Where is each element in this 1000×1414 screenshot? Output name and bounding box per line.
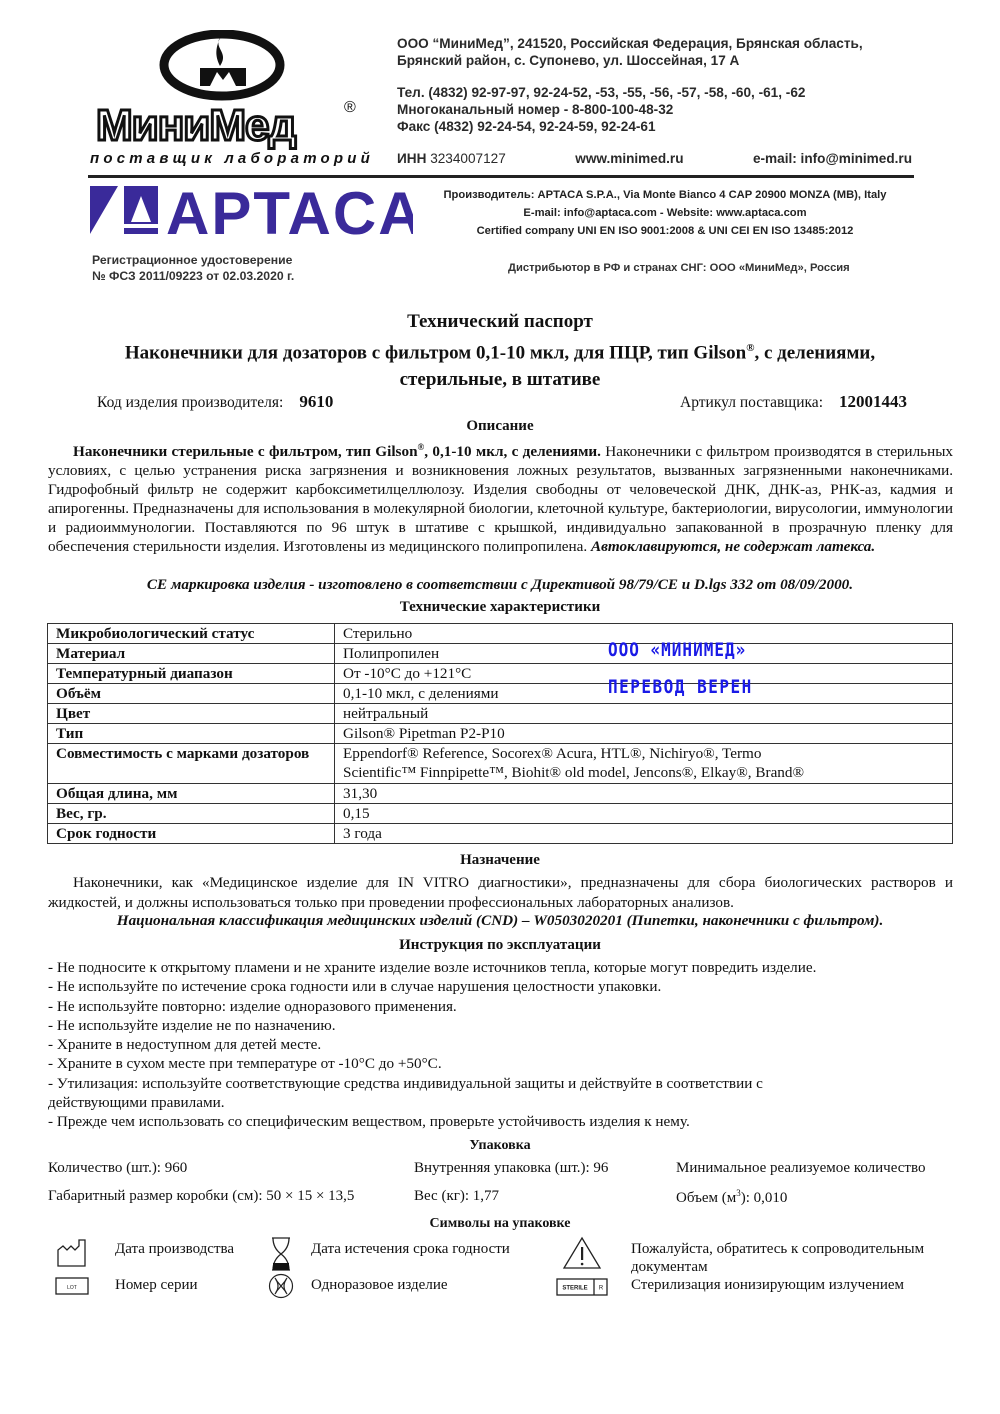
lot-icon: [55, 1277, 89, 1300]
symbol-label: Пожалуйста, обратитесь к сопроводительным документам: [631, 1241, 925, 1275]
certification-line: Certified company UNI EN ISO 9001:2008 & UNI CEI EN ISO 13485:2012: [476, 225, 854, 237]
table-row: Вес, гр. 0,15: [48, 804, 953, 824]
pack-weight: Вес (кг): 1,77: [414, 1188, 500, 1204]
distributor-line: Дистрибьютор в РФ и странах СНГ: ООО «МиниМед», Россия: [508, 262, 850, 274]
list-item: - Утилизация: используйте соответствующие средства индивидуальной защиты и действуйте в соответствии с действующими правилами.: [48, 1074, 763, 1112]
symbols-heading: Символы на упаковке: [429, 1216, 571, 1231]
address-line-1: ООО “МиниМед”, 241520, Российская Федерация, Брянская область,: [397, 36, 863, 51]
svg-text:МиниМед: МиниМед: [96, 101, 296, 150]
packaging-heading: Упаковка: [469, 1138, 531, 1153]
minimed-tagline: поставщик лабораторий: [90, 150, 374, 167]
description-heading: Описание: [466, 418, 534, 434]
manufacturer-info: [415, 186, 915, 240]
phone-line: Тел. (4832) 92-97-97, 92-24-52, -53, -55, -56, -57, -58, -60, -61, -62: [397, 85, 806, 100]
product-codes: [97, 392, 907, 412]
list-item: - Храните в недоступном для детей месте.: [48, 1036, 322, 1054]
table-row: Цвет нейтральный: [48, 704, 953, 724]
table-row: Материал Полипропилен: [48, 644, 953, 664]
list-item: - Не используйте повторно: изделие одноразового применения.: [48, 997, 457, 1015]
single-use-icon: [268, 1273, 294, 1304]
symbol-label: Стерилизация ионизирующим излучением: [631, 1277, 905, 1293]
producer-line: Производитель: APTACA S.P.A., Via Monte Bianco 4 CAP 20900 MONZA (MB), Italy: [443, 189, 887, 201]
table-row: Срок годности 3 года: [48, 824, 953, 844]
description-text: Наконечники стерильные с фильтром, тип Gilson®, 0,1-10 мкл, с делениями. Наконечники с фильтром производятся в стерильных условиях, с целью устранения риска загрязнения и возникновения ложных результатов, вызванных загрязненными наконечниками. Гидрофобный фильтр не содержит карбоксиметилцеллюлозу. Изделия свободны от человеческой ДНК, ДНК-аз, РНК-аз, кадмия и апирогенны. Предназначены для использования в молекулярной биологии, клеточной культуре, бактериологии, вирусологии, иммунологии и радиоиммунологии. Поставляются по 96 штук в штативе с крышкой, индивидуально запакованной в прозрачную пленку для обеспечения стерильности изделия. Изготовлены из медицинского полипропилена. Автоклавируются, не содержат латекса.: [48, 442, 953, 556]
ce-marking: CE маркировка изделия - изготовлено в соответствии с Директивой 98/79/CE и D.lgs 332 от 08/09/2000.: [146, 576, 854, 593]
list-item: - Не подносите к открытому пламени и не храните изделие возле источников тепла, которые могут повредить изделие.: [48, 959, 817, 976]
manufacturer-code-value: 9610: [299, 392, 334, 411]
symbol-label: Номер серии: [115, 1277, 198, 1293]
doc-type-heading: Технический паспорт: [407, 311, 593, 332]
purpose-text: Наконечники, как «Медицинское изделие для IN VITRO диагностики», предназначены для сбора биологических растворов и жидкостей, и должны использоваться только при проведении профессиональных лабораторных анализов.: [48, 874, 953, 911]
svg-text:®: ®: [344, 99, 356, 116]
list-item: - Не используйте по истечение срока годности или в случае нарушения целостности упаковки.: [48, 978, 662, 996]
symbol-label: Одноразовое изделие: [311, 1277, 448, 1293]
svg-text:LOT: LOT: [67, 1285, 77, 1291]
sterile-r-icon: [556, 1278, 608, 1301]
list-item: - Прежде чем использовать со специфическим веществом, проверьте устойчивость изделия к нему.: [48, 1113, 690, 1131]
specs-table: [47, 623, 953, 844]
header-divider: [88, 175, 914, 178]
instructions-heading: Инструкция по эксплуатации: [399, 937, 601, 953]
table-row: Тип Gilson® Pipetman P2-P10: [48, 724, 953, 744]
fax-line: Факс (4832) 92-24-54, 92-24-59, 92-24-61: [397, 119, 656, 134]
pack-inner: Внутренняя упаковка (шт.): 96: [414, 1160, 609, 1176]
symbol-label: Дата истечения срока годности: [311, 1241, 510, 1257]
warning-triangle-icon: [562, 1236, 602, 1275]
address-line-2: Брянский район, с. Супонево, ул. Шоссейная, 17 А: [397, 53, 740, 68]
multichannel-line: Многоканальный номер - 8-800-100-48-32: [397, 102, 674, 117]
manufacturer-code: Код изделия производителя: 9610: [97, 392, 334, 411]
svg-text:R: R: [598, 1285, 604, 1292]
supplier-sku-value: 12001443: [839, 392, 907, 411]
table-row: Микробиологический статус Стерильно: [48, 624, 953, 644]
inn-value: 3234007127: [430, 151, 506, 166]
table-row: Температурный диапазон От -10°C до +121°C: [48, 664, 953, 684]
cnd-classification: Национальная классификация медицинских изделий (CND) – W0503020201 (Пипетки, наконечники с фильтром).: [116, 912, 884, 929]
supplier-sku: Артикул поставщика: 12001443: [680, 392, 907, 411]
minimed-logo: [90, 30, 370, 170]
list-item: - Не используйте изделие не по назначению.: [48, 1016, 336, 1034]
description-lead: Наконечники стерильные с фильтром, тип Gilson®, 0,1-10 мкл, с делениями.: [73, 442, 601, 461]
list-item: - Храните в сухом месте при температуре от -10°C до +50°C.: [48, 1055, 442, 1073]
pack-volume: Объем $(м^3)$: 0,010: [676, 1188, 788, 1206]
reg-cert-label: Регистрационное удостоверение: [92, 253, 293, 267]
company-phones: [397, 84, 805, 135]
svg-text:APTACA: APTACA: [166, 182, 413, 240]
email-link[interactable]: e-mail: info@minimed.ru: [752, 151, 912, 166]
autoclave-note: Автоклавируются, не содержат латекса.: [590, 538, 876, 556]
instructions-list: [48, 958, 953, 1132]
inn: ИНН 3234007127: [397, 151, 506, 166]
svg-text:STERILE: STERILE: [562, 1285, 588, 1292]
website-link[interactable]: www.minimed.ru: [575, 151, 684, 166]
company-ids: [397, 151, 912, 166]
table-row: Совместимость с марками дозаторов Eppendorf® Reference, Socorex® Acura, HTL®, Nichiryo®, Termo Scientific™ Finnpipette™, Biohit® old model, Jencons®, Elkay®, Brand®: [48, 744, 953, 784]
specs-heading: Технические характеристики: [399, 599, 601, 615]
pack-box-size: Габаритный размер коробки (см): 50 × 15 × 13,5: [48, 1188, 355, 1204]
translation-stamp-line2: ПЕРЕВОД ВЕРЕН: [608, 675, 753, 698]
symbol-label: Дата производства: [115, 1241, 235, 1257]
manufacture-date-icon: [55, 1238, 89, 1273]
translation-stamp-line1: ООО «МИНИМЕД»: [608, 638, 747, 661]
reg-cert-number: № ФСЗ 2011/09223 от 02.03.2020 г.: [92, 268, 295, 283]
product-title: Наконечники для дозаторов с фильтром 0,1-10 мкл, для ПЦР, тип Gilson®, с делениями,: [124, 342, 876, 364]
registration-certificate: [92, 253, 294, 284]
pack-quantity: Количество (шт.): 960: [48, 1160, 188, 1176]
aptaca-logo: [88, 182, 413, 240]
hourglass-icon: [270, 1236, 292, 1277]
manufacturer-contacts: E-mail: info@aptaca.com - Website: www.aptaca.com: [523, 207, 807, 219]
product-title-line2: стерильные, в штативе: [399, 369, 601, 391]
pack-min-qty: Минимальное реализуемое количество: [676, 1160, 926, 1176]
table-row: Общая длина, мм 31,30: [48, 784, 953, 804]
purpose-heading: Назначение: [460, 852, 540, 868]
table-row: Объём 0,1-10 мкл, с делениями: [48, 684, 953, 704]
document-title: [40, 308, 960, 393]
company-address: [397, 35, 863, 69]
